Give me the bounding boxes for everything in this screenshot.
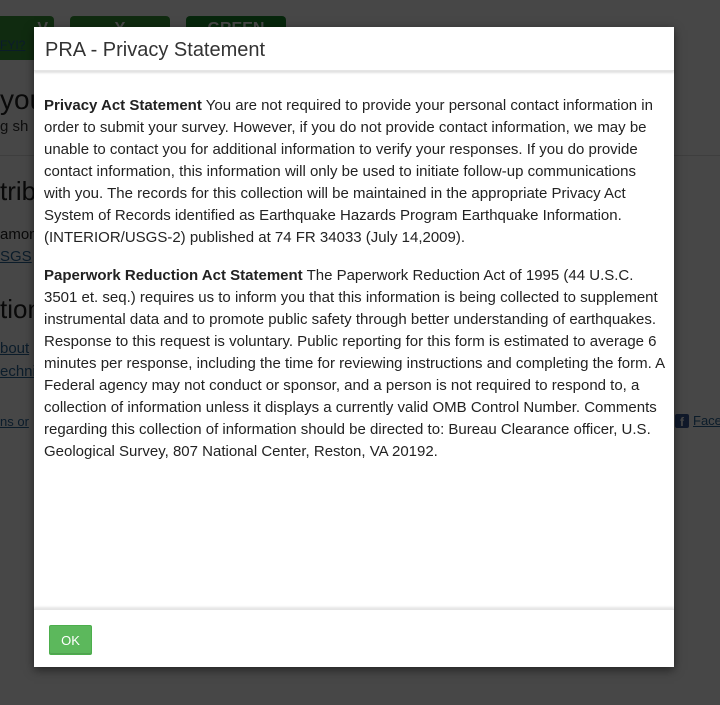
privacy-act-heading: Privacy Act Statement [44, 97, 202, 114]
modal-body [44, 95, 666, 479]
ok-button[interactable]: OK [49, 625, 92, 655]
privacy-act-text: You are not required to provide your personal contact information in order to submit your survey. However, if you do not provide contact information, we may be unable to contact you for additional information to verify your responses. If you do provide contact information, this information will only be used to initiate follow-up communications with you. The records for this collection will be maintained in the appropriate Privacy Act System of Records identified as Earthquake Hazards Program Earthquake Information. (INTERIOR/USGS-2) published at 74 FR 34033 (July 14,2009). [44, 97, 653, 246]
paperwork-act-heading: Paperwork Reduction Act Statement [44, 267, 303, 284]
paperwork-act-text: The Paperwork Reduction Act of 1995 (44 U.S.C. 3501 et. seq.) requires us to inform you that this information is being collected to supplement instrumental data and to promote public safety through better understanding of earthquakes. Response to this request is voluntary. Public reporting for this form is estimated to average 6 minutes per response, including the time for reviewing instructions and completing the form. A Federal agency may not conduct or sponsor, and a person is not required to respond to, a collection of information unless it displays a currently valid OMB Control Number. Comments regarding this collection of information should be directed to: Bureau Clearance officer, U.S. Geological Survey, 807 National Center, Reston, VA 20192. [44, 267, 665, 460]
paperwork-act-paragraph [44, 265, 666, 463]
modal-header [34, 27, 674, 71]
privacy-modal [34, 27, 674, 667]
modal-footer [34, 609, 674, 668]
modal-title: PRA - Privacy Statement [45, 39, 266, 61]
privacy-act-paragraph [44, 95, 666, 249]
